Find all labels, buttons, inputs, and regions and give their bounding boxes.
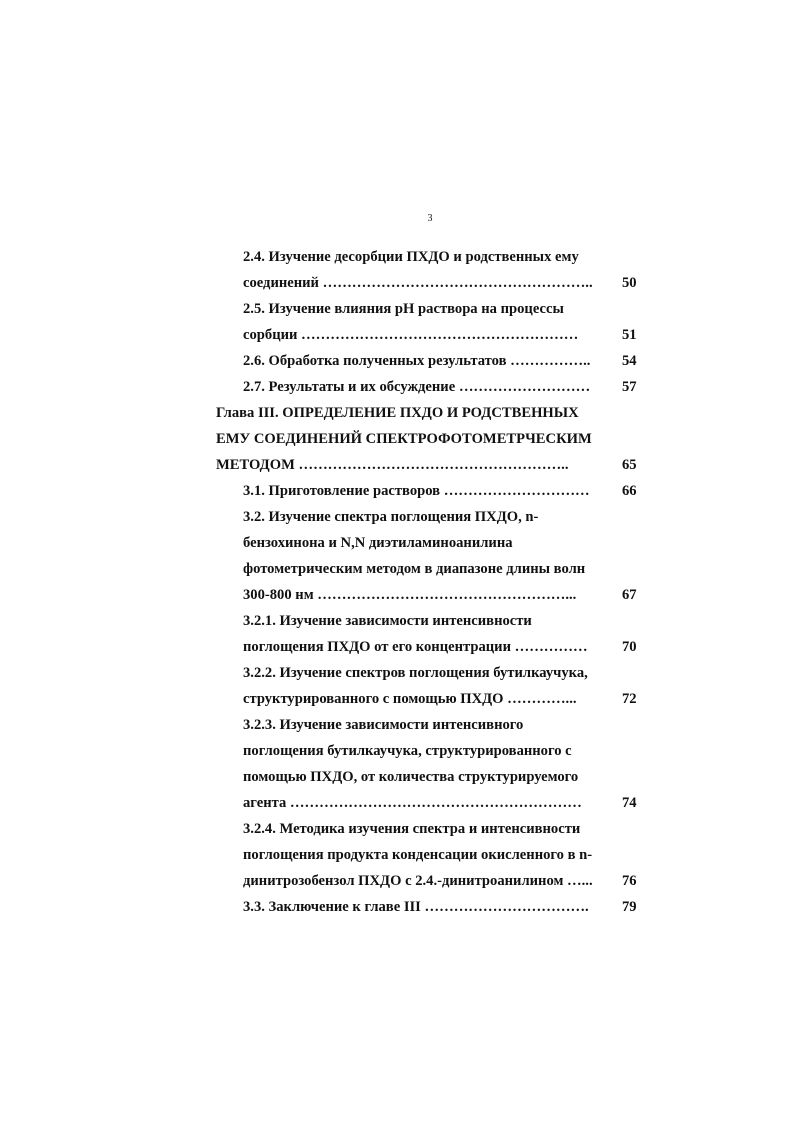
toc-entry-3-3-page: 79 <box>622 899 637 915</box>
toc-entry-2-4-line-1: 2.4. Изучение десорбции ПХДО и родственных ему <box>243 249 579 265</box>
toc-entry-3-2-4-page: 76 <box>622 873 637 889</box>
toc-entry-3-2-3-line-3: помощью ПХДО, от количества структурируемого <box>243 769 579 785</box>
toc-entry-2-4-page: 50 <box>622 275 637 291</box>
toc-entry-3-2-2-line-2: структурированного с помощью ПХДО …………... <box>243 691 577 707</box>
toc-entry-3-1: 3.1. Приготовление растворов ………………………… <box>243 483 590 499</box>
toc-entry-3-3: 3.3. Заключение к главе III ……………………………. <box>243 899 589 915</box>
toc-entry-3-2-4-line-2: поглощения продукта конденсации окисленного в n- <box>243 847 593 863</box>
toc-entry-3-2-1-page: 70 <box>622 639 637 655</box>
toc-entry-3-2-3-page: 74 <box>622 795 637 811</box>
toc-entry-2-5-line-1: 2.5. Изучение влияния pH раствора на процессы <box>243 301 564 317</box>
toc-entry-2-6-page: 54 <box>622 353 637 369</box>
toc-entry-3-2-2-page: 72 <box>622 691 637 707</box>
toc-entry-3-2-1-line-2: поглощения ПХДО от его концентрации …………… <box>243 639 588 655</box>
toc-entry-3-2-line-1: 3.2. Изучение спектра поглощения ПХДО, n- <box>243 509 539 525</box>
toc-entry-3-2-4-line-3: динитрозобензол ПХДО с 2.4.-динитроанилином …... <box>243 873 593 889</box>
toc-entry-3-2-2-line-1: 3.2.2. Изучение спектров поглощения бутилкаучука, <box>243 665 588 681</box>
toc-entry-2-7: 2.7. Результаты и их обсуждение ……………………… <box>243 379 591 395</box>
page-number: 3 <box>427 213 433 224</box>
toc-entry-3-2-3-line-2: поглощения бутилкаучука, структурированного с <box>243 743 572 759</box>
toc-entry-3-2-line-4: 300-800 нм ……………………………………………... <box>243 587 577 603</box>
toc-entry-2-5-line-2: сорбции ………………………………………………… <box>243 327 579 343</box>
toc-entry-2-7-page: 57 <box>622 379 637 395</box>
toc-entry-2-4-line-2: соединений ……………………………………………….. <box>243 275 593 291</box>
toc-entry-2-5-page: 51 <box>622 327 637 343</box>
toc-entry-3-2-page: 67 <box>622 587 637 603</box>
toc-chapter-3-line-1: Глава III. ОПРЕДЕЛЕНИЕ ПХДО И РОДСТВЕННЫХ <box>216 405 579 421</box>
toc-chapter-3-page: 65 <box>622 457 637 473</box>
toc-chapter-3-line-3: МЕТОДОМ ……………………………………………….. <box>216 457 569 473</box>
toc-entry-2-6: 2.6. Обработка полученных результатов …………….. <box>243 353 591 369</box>
toc-entry-3-2-3-line-4: агента …………………………………………………… <box>243 795 582 811</box>
toc-entry-3-2-3-line-1: 3.2.3. Изучение зависимости интенсивного <box>243 717 524 733</box>
toc-entry-3-2-1-line-1: 3.2.1. Изучение зависимости интенсивности <box>243 613 532 629</box>
toc-entry-3-2-4-line-1: 3.2.4. Методика изучения спектра и интенсивности <box>243 821 581 837</box>
toc-entry-3-2-line-2: бензохинона и N,N диэтиламиноанилина <box>243 535 513 551</box>
toc-entry-3-1-page: 66 <box>622 483 637 499</box>
toc-chapter-3-line-2: ЕМУ СОЕДИНЕНИЙ СПЕКТРОФОТОМЕТРЧЕСКИМ <box>216 431 592 447</box>
toc-entry-3-2-line-3: фотометрическим методом в диапазоне длины волн <box>243 561 586 577</box>
